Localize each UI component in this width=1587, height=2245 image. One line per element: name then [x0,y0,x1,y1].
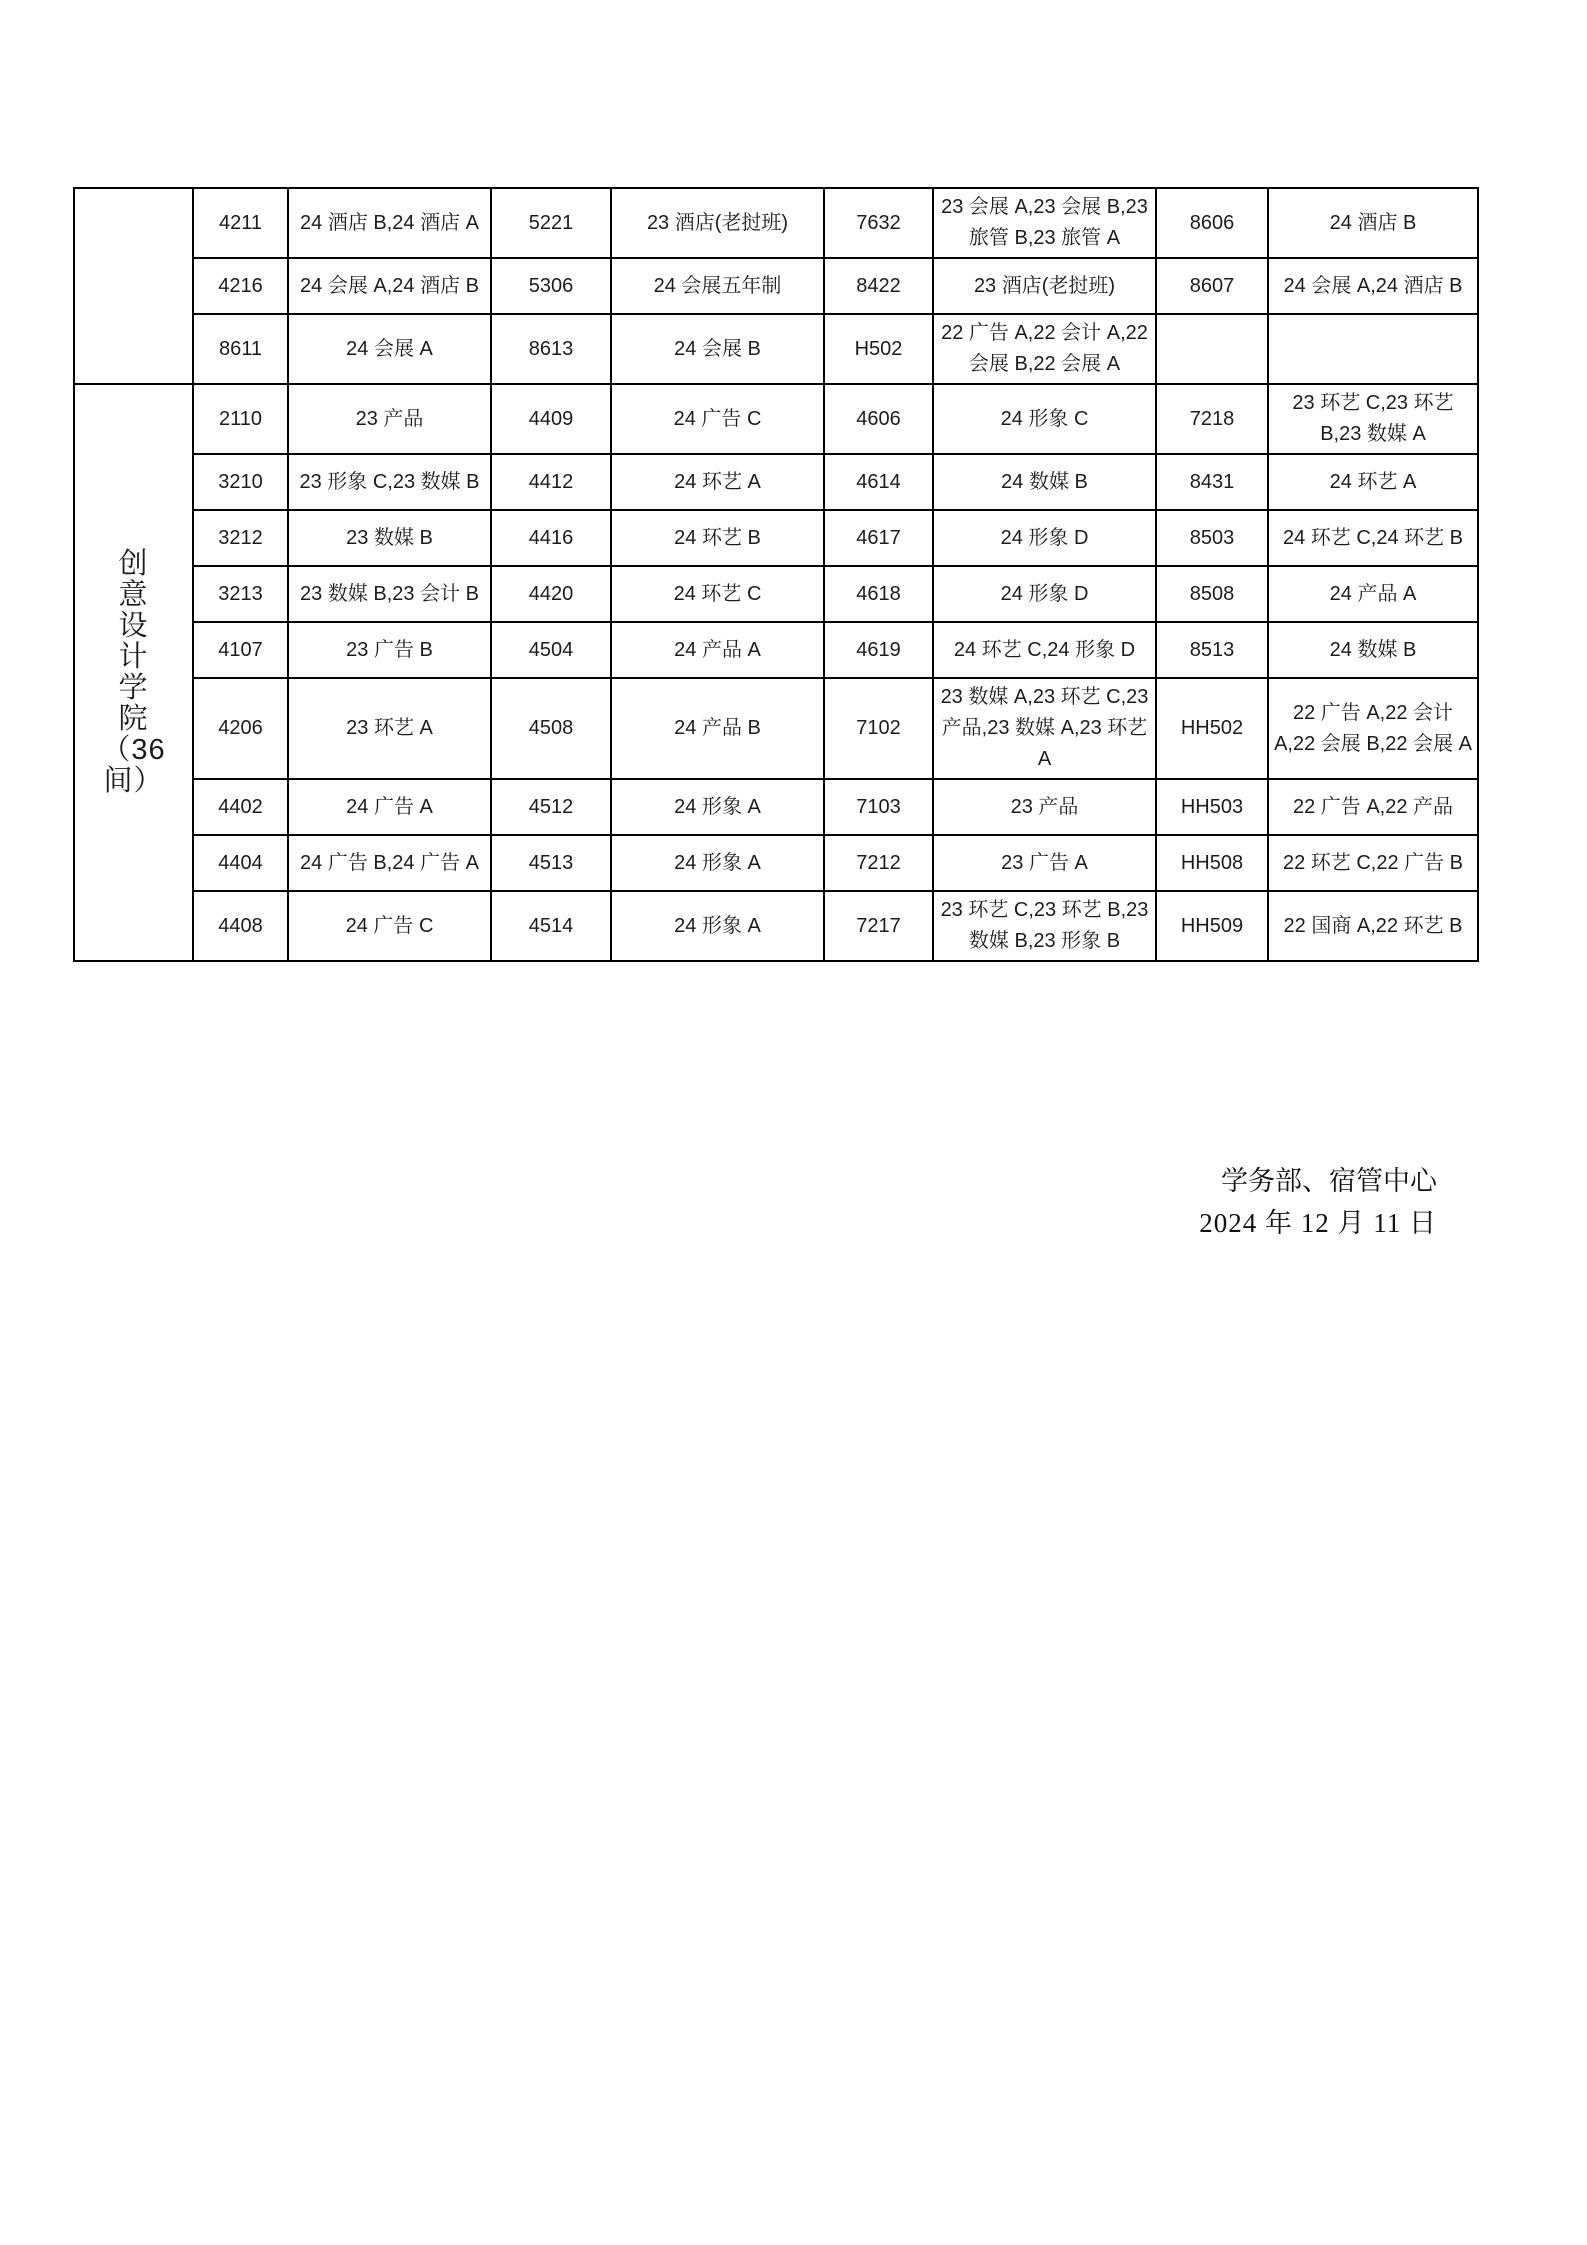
college-label-line: 间） [103,764,164,797]
college-label-line: 院 [118,702,149,735]
table-row [74,454,1478,510]
date: 2024 年 12 月 11 日 [1199,1208,1437,1238]
room-number-cell: 4508 [491,678,611,779]
college-label-line: （36 [101,733,166,766]
class-assignment-cell: 23 数媒 A,23 环艺 C,23 产品,23 数媒 A,23 环艺 A [933,678,1156,779]
college-label-line: 学 [118,671,149,704]
class-assignment-cell: 24 会展 A [288,314,491,384]
table-row [74,510,1478,566]
class-assignment-cell: 24 环艺 C [611,566,824,622]
room-number-cell: 4404 [193,835,288,891]
college-label-line: 设 [118,609,149,642]
class-assignment-cell: 24 形象 A [611,779,824,835]
room-number-cell: 4617 [824,510,933,566]
class-assignment-cell: 24 会展 B [611,314,824,384]
room-number-cell: 8606 [1156,188,1268,258]
college-label-empty [74,188,193,384]
room-number-cell: 2110 [193,384,288,454]
room-number-cell: HH509 [1156,891,1268,961]
class-assignment-cell: 24 形象 C [933,384,1156,454]
class-assignment-cell: 24 会展 A,24 酒店 B [288,258,491,314]
class-assignment-cell: 23 环艺 C,23 环艺 B,23 数媒 A [1268,384,1478,454]
class-assignment-cell: 24 产品 A [611,622,824,678]
class-assignment-cell: 24 环艺 C,24 环艺 B [1268,510,1478,566]
room-number-cell: 4107 [193,622,288,678]
class-assignment-cell: 24 形象 D [933,566,1156,622]
room-number-cell: 4606 [824,384,933,454]
class-assignment-cell: 24 会展五年制 [611,258,824,314]
room-number-cell: 8607 [1156,258,1268,314]
class-assignment-cell: 24 环艺 C,24 形象 D [933,622,1156,678]
class-assignment-cell: 23 环艺 C,23 环艺 B,23 数媒 B,23 形象 B [933,891,1156,961]
class-assignment-cell: 23 环艺 A [288,678,491,779]
room-number-cell: 7632 [824,188,933,258]
class-assignment-cell [1268,314,1478,384]
class-assignment-cell: 22 环艺 C,22 广告 B [1268,835,1478,891]
table-row [74,779,1478,835]
class-assignment-cell: 24 形象 D [933,510,1156,566]
table-row [74,835,1478,891]
room-number-cell: H502 [824,314,933,384]
table-row [74,566,1478,622]
room-number-cell [1156,314,1268,384]
college-label-line: 计 [118,640,149,673]
class-assignment-cell: 23 广告 B [288,622,491,678]
table-row [74,622,1478,678]
room-number-cell: 8503 [1156,510,1268,566]
table-row [74,258,1478,314]
class-assignment-cell: 24 产品 B [611,678,824,779]
class-assignment-cell: 24 广告 C [611,384,824,454]
table-row [74,384,1478,454]
room-number-cell: 3213 [193,566,288,622]
room-number-cell: 4412 [491,454,611,510]
class-assignment-cell: 24 形象 A [611,891,824,961]
class-assignment-cell: 22 广告 A,22 会计 A,22 会展 B,22 会展 A [933,314,1156,384]
class-assignment-cell: 23 产品 [288,384,491,454]
room-number-cell: 3212 [193,510,288,566]
class-assignment-cell: 23 产品 [933,779,1156,835]
room-number-cell: 4408 [193,891,288,961]
class-assignment-cell: 24 环艺 B [611,510,824,566]
room-number-cell: 7212 [824,835,933,891]
class-assignment-cell: 23 广告 A [933,835,1156,891]
class-assignment-cell: 24 酒店 B [1268,188,1478,258]
class-assignment-cell: 22 国商 A,22 环艺 B [1268,891,1478,961]
room-number-cell: 8613 [491,314,611,384]
class-assignment-cell: 24 产品 A [1268,566,1478,622]
room-number-cell: 5306 [491,258,611,314]
table-row [74,188,1478,258]
class-assignment-cell: 24 数媒 B [1268,622,1478,678]
table-row [74,891,1478,961]
table-row [74,678,1478,779]
room-number-cell: 5221 [491,188,611,258]
room-number-cell: 4513 [491,835,611,891]
class-assignment-cell: 24 环艺 A [611,454,824,510]
class-assignment-cell: 24 广告 A [288,779,491,835]
college-label-line: 创 [118,547,149,580]
college-label [74,384,193,961]
room-number-cell: HH508 [1156,835,1268,891]
room-number-cell: 7103 [824,779,933,835]
room-number-cell: 8513 [1156,622,1268,678]
room-number-cell: 4420 [491,566,611,622]
class-assignment-cell: 24 环艺 A [1268,454,1478,510]
room-number-cell: 7102 [824,678,933,779]
room-number-cell: 4618 [824,566,933,622]
class-assignment-cell: 22 广告 A,22 产品 [1268,779,1478,835]
class-assignment-cell: 23 会展 A,23 会展 B,23 旅管 B,23 旅管 A [933,188,1156,258]
class-assignment-cell: 24 广告 C [288,891,491,961]
room-number-cell: 4512 [491,779,611,835]
room-number-cell: 8611 [193,314,288,384]
class-assignment-cell: 24 会展 A,24 酒店 B [1268,258,1478,314]
class-assignment-cell: 22 广告 A,22 会计 A,22 会展 B,22 会展 A [1268,678,1478,779]
footer-signature-block [1199,1160,1437,1244]
room-number-cell: 7217 [824,891,933,961]
room-number-cell: 4614 [824,454,933,510]
class-assignment-cell: 23 形象 C,23 数媒 B [288,454,491,510]
room-number-cell: HH502 [1156,678,1268,779]
room-number-cell: 4514 [491,891,611,961]
class-assignment-cell: 23 数媒 B [288,510,491,566]
class-assignment-cell: 24 数媒 B [933,454,1156,510]
table-row [74,314,1478,384]
signature: 学务部、宿管中心 [1221,1166,1437,1196]
room-number-cell: 4504 [491,622,611,678]
room-number-cell: 4216 [193,258,288,314]
class-assignment-cell: 24 酒店 B,24 酒店 A [288,188,491,258]
class-assignment-cell: 23 数媒 B,23 会计 B [288,566,491,622]
class-assignment-cell: 23 酒店(老挝班) [611,188,824,258]
room-number-cell: 3210 [193,454,288,510]
class-assignment-cell: 24 形象 A [611,835,824,891]
room-assignment-table [73,187,1479,962]
class-assignment-cell: 23 酒店(老挝班) [933,258,1156,314]
room-number-cell: 8431 [1156,454,1268,510]
room-number-cell: 7218 [1156,384,1268,454]
room-number-cell: 8508 [1156,566,1268,622]
room-number-cell: 4211 [193,188,288,258]
room-number-cell: HH503 [1156,779,1268,835]
room-number-cell: 4402 [193,779,288,835]
room-number-cell: 4416 [491,510,611,566]
room-number-cell: 4206 [193,678,288,779]
room-number-cell: 4619 [824,622,933,678]
class-assignment-cell: 24 广告 B,24 广告 A [288,835,491,891]
college-label-line: 意 [118,578,149,611]
room-number-cell: 4409 [491,384,611,454]
room-number-cell: 8422 [824,258,933,314]
